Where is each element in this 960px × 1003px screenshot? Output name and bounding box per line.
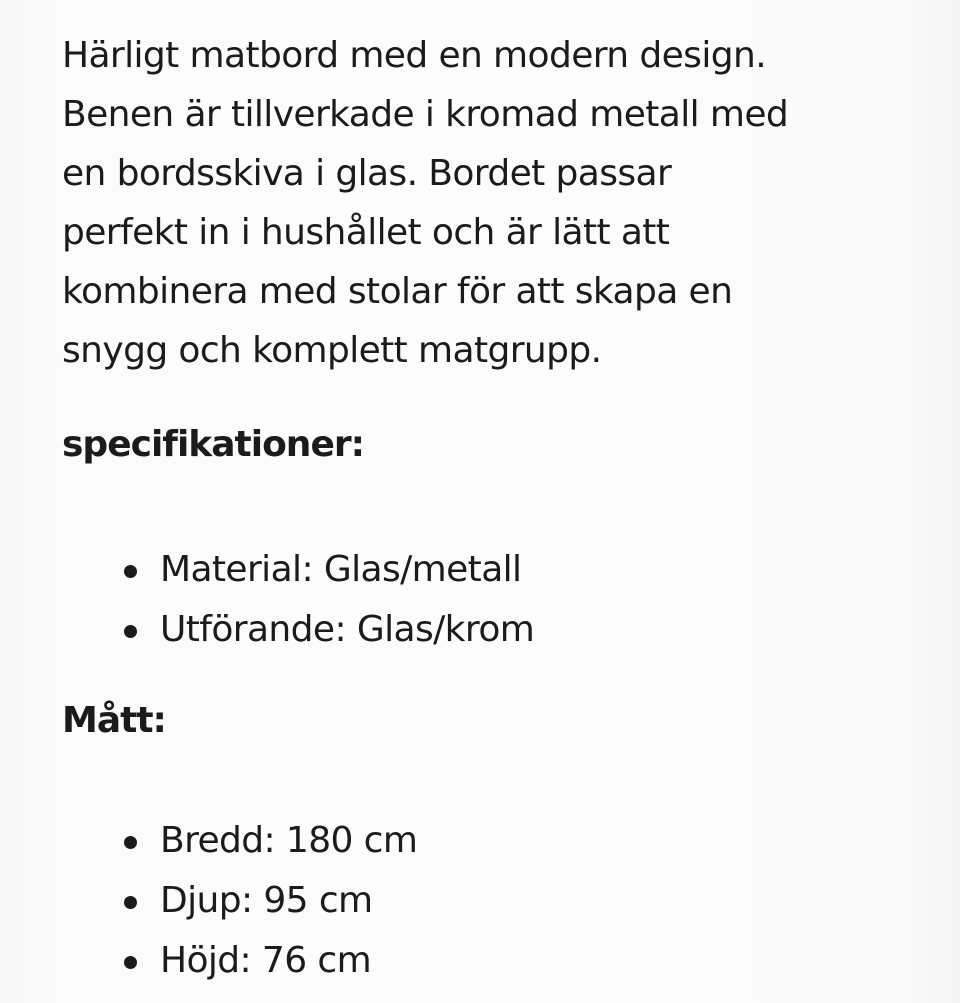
specifications-heading: specifikationer: bbox=[62, 424, 365, 465]
dimension-text: Bredd: 180 cm bbox=[160, 820, 418, 861]
bullet-icon bbox=[124, 625, 137, 638]
description-line: perfekt in i hushållet och är lätt att bbox=[62, 212, 670, 253]
list-item bbox=[62, 811, 417, 871]
description-line: snygg och komplett matgrupp. bbox=[62, 330, 602, 371]
bullet-icon bbox=[124, 956, 137, 969]
bullet-icon bbox=[124, 565, 137, 578]
dimensions-list bbox=[62, 811, 417, 991]
specifications-list bbox=[62, 540, 534, 660]
product-description-text bbox=[62, 26, 932, 380]
list-item bbox=[62, 871, 417, 931]
list-item bbox=[62, 540, 534, 600]
description-line: Härligt matbord med en modern design. bbox=[62, 35, 767, 76]
product-description-content bbox=[62, 26, 932, 981]
bullet-icon bbox=[124, 836, 137, 849]
dimension-text: Djup: 95 cm bbox=[160, 880, 373, 921]
description-line: en bordsskiva i glas. Bordet passar bbox=[62, 153, 672, 194]
list-item bbox=[62, 600, 534, 660]
specification-text: Material: Glas/metall bbox=[160, 549, 522, 590]
bullet-icon bbox=[124, 896, 137, 909]
description-line: Benen är tillverkade i kromad metall med bbox=[62, 94, 789, 135]
list-item bbox=[62, 931, 417, 991]
dimensions-heading: Mått: bbox=[62, 700, 166, 741]
description-line: kombinera med stolar för att skapa en bbox=[62, 271, 733, 312]
dimension-text: Höjd: 76 cm bbox=[160, 940, 372, 981]
specification-text: Utförande: Glas/krom bbox=[160, 609, 535, 650]
